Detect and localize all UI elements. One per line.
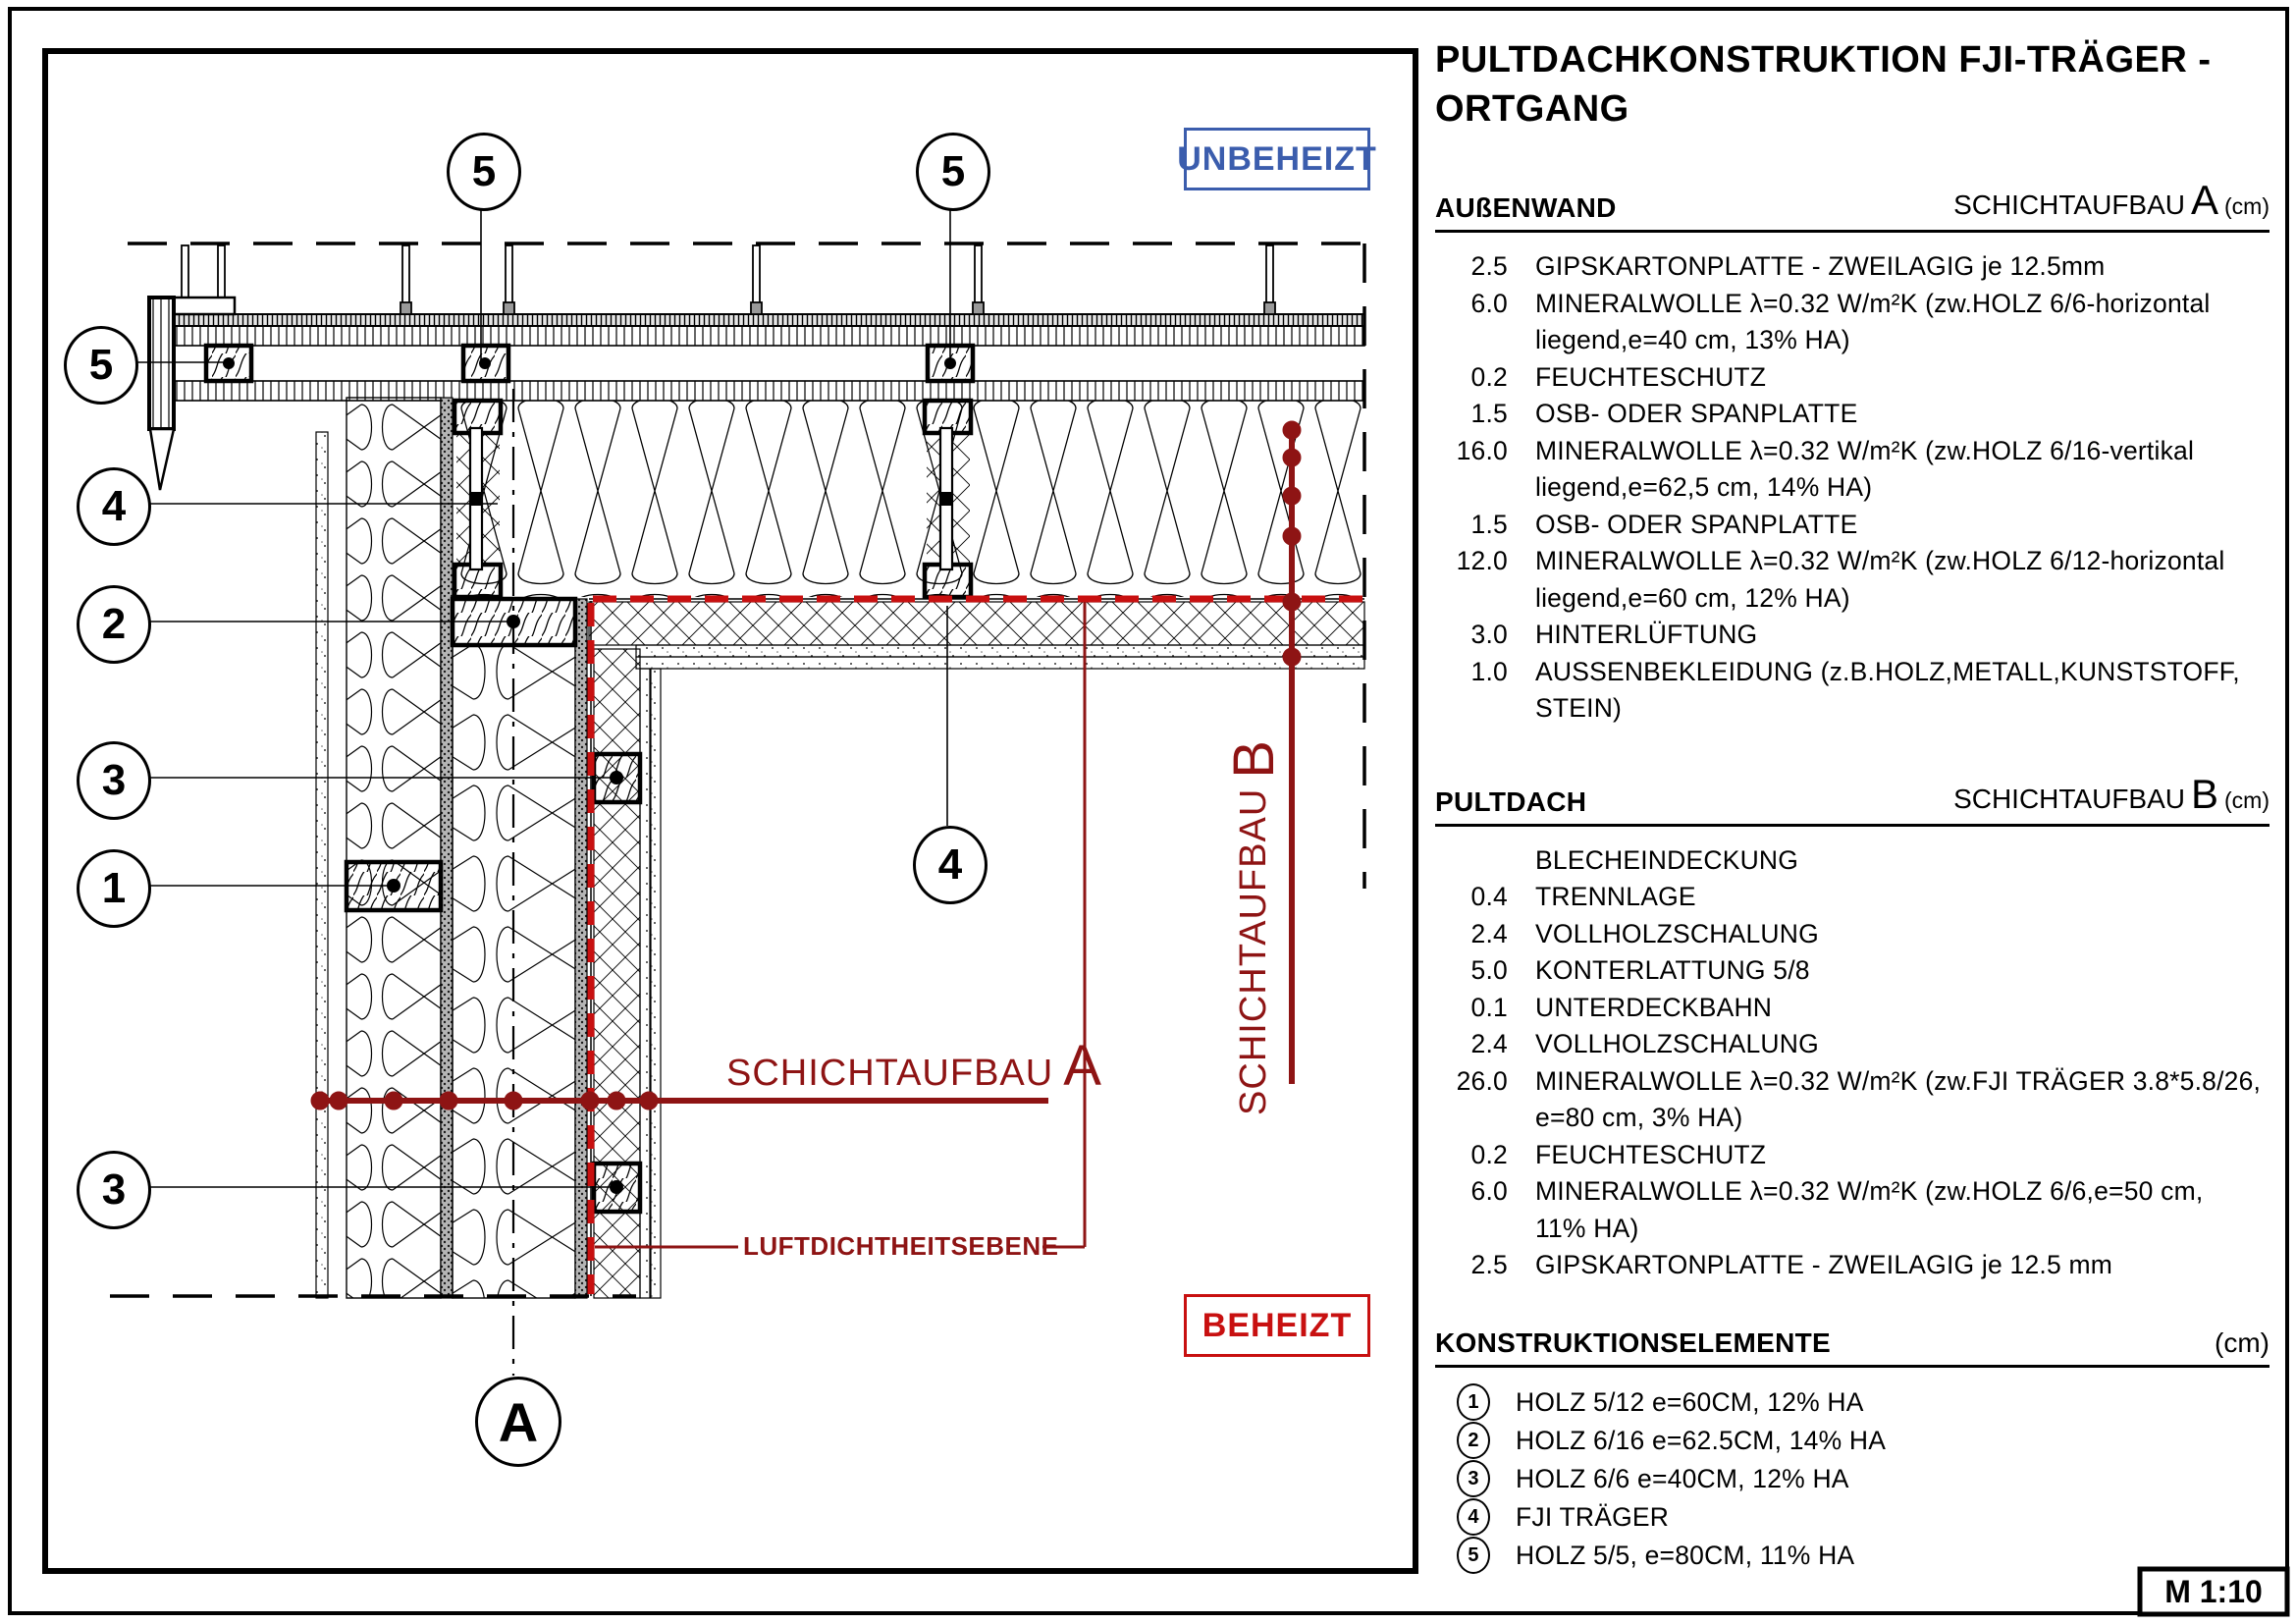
balloon-4-left: 4 — [77, 467, 151, 546]
balloon-5-left: 5 — [64, 326, 138, 405]
wall-osb-outer — [441, 398, 453, 1298]
layer-row: 1.5 OSB- ODER SPANPLATTE — [1470, 509, 1858, 539]
balloon-4-mid: 4 — [913, 826, 988, 904]
element-number-balloon: 5 — [1457, 1537, 1490, 1574]
layer-row: 12.0 MINERALWOLLE λ=0.32 W/m²K (zw.HOLZ 6/12-horizontal — [1456, 546, 2225, 575]
roof-layer-list — [1435, 842, 2269, 1284]
section-circle-a: A — [475, 1377, 561, 1467]
balloon-5-top2: 5 — [916, 133, 990, 211]
balloon-3-lower: 3 — [77, 1151, 151, 1229]
layer-row: liegend,e=40 cm, 13% HA) — [1535, 325, 1850, 354]
wall-osb-inner — [575, 599, 587, 1298]
layer-row: STEIN) — [1535, 693, 1623, 723]
layer-row: e=80 cm, 3% HA) — [1535, 1103, 1743, 1132]
balloon-5-top1: 5 — [447, 133, 521, 211]
wall-gipskarton-2 — [651, 669, 661, 1298]
schichtaufbau-b-label: SCHICHTAUFBAU B — [1221, 740, 1286, 1115]
schichtaufbau-a-label: SCHICHTAUFBAU A — [726, 1034, 1101, 1098]
layer-row: 2.5 GIPSKARTONPLATTE - ZWEILAGIG je 12.5mm — [1470, 251, 2106, 281]
layer-row: 0.2 FEUCHTESCHUTZ — [1470, 361, 1767, 392]
element-number-balloon: 4 — [1457, 1498, 1490, 1536]
element-row: 4 FJI TRÄGER — [1435, 1498, 2269, 1537]
balloon-3-upper: 3 — [77, 741, 151, 820]
element-row: 5 HOLZ 5/5, e=80CM, 11% HA — [1435, 1537, 2269, 1575]
ceiling-gipskarton-2 — [636, 657, 1364, 669]
aussenbekleidung — [316, 432, 328, 1298]
layer-row: 6.0 MINERALWOLLE λ=0.32 W/m²K (zw.HOLZ 6/6,e=50 cm, — [1470, 1176, 2204, 1206]
layer-row: liegend,e=60 cm, 12% HA) — [1535, 582, 1850, 613]
roof-assembly — [149, 245, 1364, 597]
ceiling-gipskarton-1 — [636, 645, 1364, 657]
layer-row: 2.4 VOLLHOLZSCHALUNG — [1470, 1029, 1819, 1058]
element-row: 3 HOLZ 6/6 e=40CM, 12% HA — [1435, 1460, 2269, 1498]
section-aussenwand — [1435, 177, 2269, 728]
verge-board — [149, 298, 174, 429]
verge-flashing — [174, 298, 235, 314]
layer-row: 2.4 VOLLHOLZSCHALUNG — [1470, 918, 1819, 948]
balloon-2: 2 — [77, 585, 151, 664]
vollholzschalung-upper — [174, 326, 1364, 346]
layer-row: 16.0 MINERALWOLLE λ=0.32 W/m²K (zw.HOLZ 6/16-vertikal — [1456, 435, 2195, 465]
drip-edge — [150, 429, 174, 490]
layer-row: 1.0 AUSSENBEKLEIDUNG (z.B.HOLZ,METALL,KUNSTSTOFF, — [1470, 656, 2240, 686]
element-row: 2 HOLZ 6/16 e=62.5CM, 14% HA — [1435, 1422, 2269, 1460]
layer-row: liegend,e=62,5 cm, 14% HA) — [1535, 472, 1873, 502]
element-number-balloon: 3 — [1457, 1460, 1490, 1497]
standing-seams — [180, 245, 1275, 314]
section-heading: AUßENWAND — [1435, 192, 1617, 223]
layer-spec-panel — [1435, 35, 2269, 1575]
beheizt-tag: BEHEIZT — [1184, 1294, 1370, 1357]
section-konstruktionselemente — [1435, 1327, 2269, 1575]
layer-row: 26.0 MINERALWOLLE λ=0.32 W/m²K (zw.FJI TRÄGER 3.8*5.8/26, — [1456, 1065, 2262, 1096]
section-pultdach — [1435, 771, 2269, 1284]
layer-row: 0.1 UNTERDECKBAHN — [1470, 992, 1773, 1022]
layer-row: 3.0 HINTERLÜFTUNG — [1470, 620, 1758, 649]
konterlattung-blocks — [206, 346, 973, 381]
fji-traeger-1 — [454, 401, 501, 597]
element-number-balloon: 2 — [1457, 1422, 1490, 1459]
section-unit: (cm) — [2215, 1326, 2269, 1358]
construction-elements-list — [1435, 1383, 2269, 1575]
balloon-1: 1 — [77, 849, 151, 928]
element-row: 1 HOLZ 5/12 e=60CM, 12% HA — [1435, 1383, 2269, 1422]
section-subheading: SCHICHTAUFBAU B (cm) — [1953, 770, 2269, 817]
fji-traeger-2 — [925, 401, 971, 597]
wall-mw12 — [347, 398, 441, 1298]
layer-row: 2.5 GIPSKARTONPLATTE - ZWEILAGIG je 12.5 mm — [1470, 1250, 2112, 1279]
wall-layer-list — [1435, 248, 2269, 728]
luftdicht-leaders — [595, 602, 1101, 1247]
unbeheizt-tag: UNBEHEIZT — [1184, 128, 1370, 190]
section-heading: KONSTRUKTIONSELEMENTE — [1435, 1326, 1831, 1358]
layer-row: 11% HA) — [1535, 1213, 1639, 1243]
section-heading: PULTDACH — [1435, 785, 1587, 817]
layer-row: 0.4 TRENNLAGE — [1470, 882, 1696, 911]
ceiling-assembly — [589, 602, 1364, 669]
layer-row: 6.0 MINERALWOLLE λ=0.32 W/m²K (zw.HOLZ 6/6-horizontal — [1470, 288, 2211, 318]
element-number-balloon: 1 — [1457, 1383, 1490, 1421]
sheet-title: PULTDACHKONSTRUKTION FJI-TRÄGER - ORTGANG — [1435, 39, 2212, 130]
layer-row: 5.0 KONTERLATTUNG 5/8 — [1470, 955, 1810, 985]
ceiling-mineral-wool-6 — [589, 602, 1364, 645]
roof-mineral-wool — [453, 401, 1364, 597]
section-subheading: SCHICHTAUFBAU A (cm) — [1953, 177, 2269, 223]
blecheindeckung-layer — [174, 314, 1364, 326]
luftdichtheitsebene-label: LUFTDICHTHEITSEBENE — [743, 1231, 1059, 1261]
scale-label: M 1:10 — [2164, 1573, 2263, 1609]
layer-row: BLECHEINDECKUNG — [1535, 844, 1799, 875]
layer-row: 0.2 FEUCHTESCHUTZ — [1470, 1139, 1767, 1169]
layer-row: 1.5 OSB- ODER SPANPLATTE — [1470, 399, 1858, 428]
